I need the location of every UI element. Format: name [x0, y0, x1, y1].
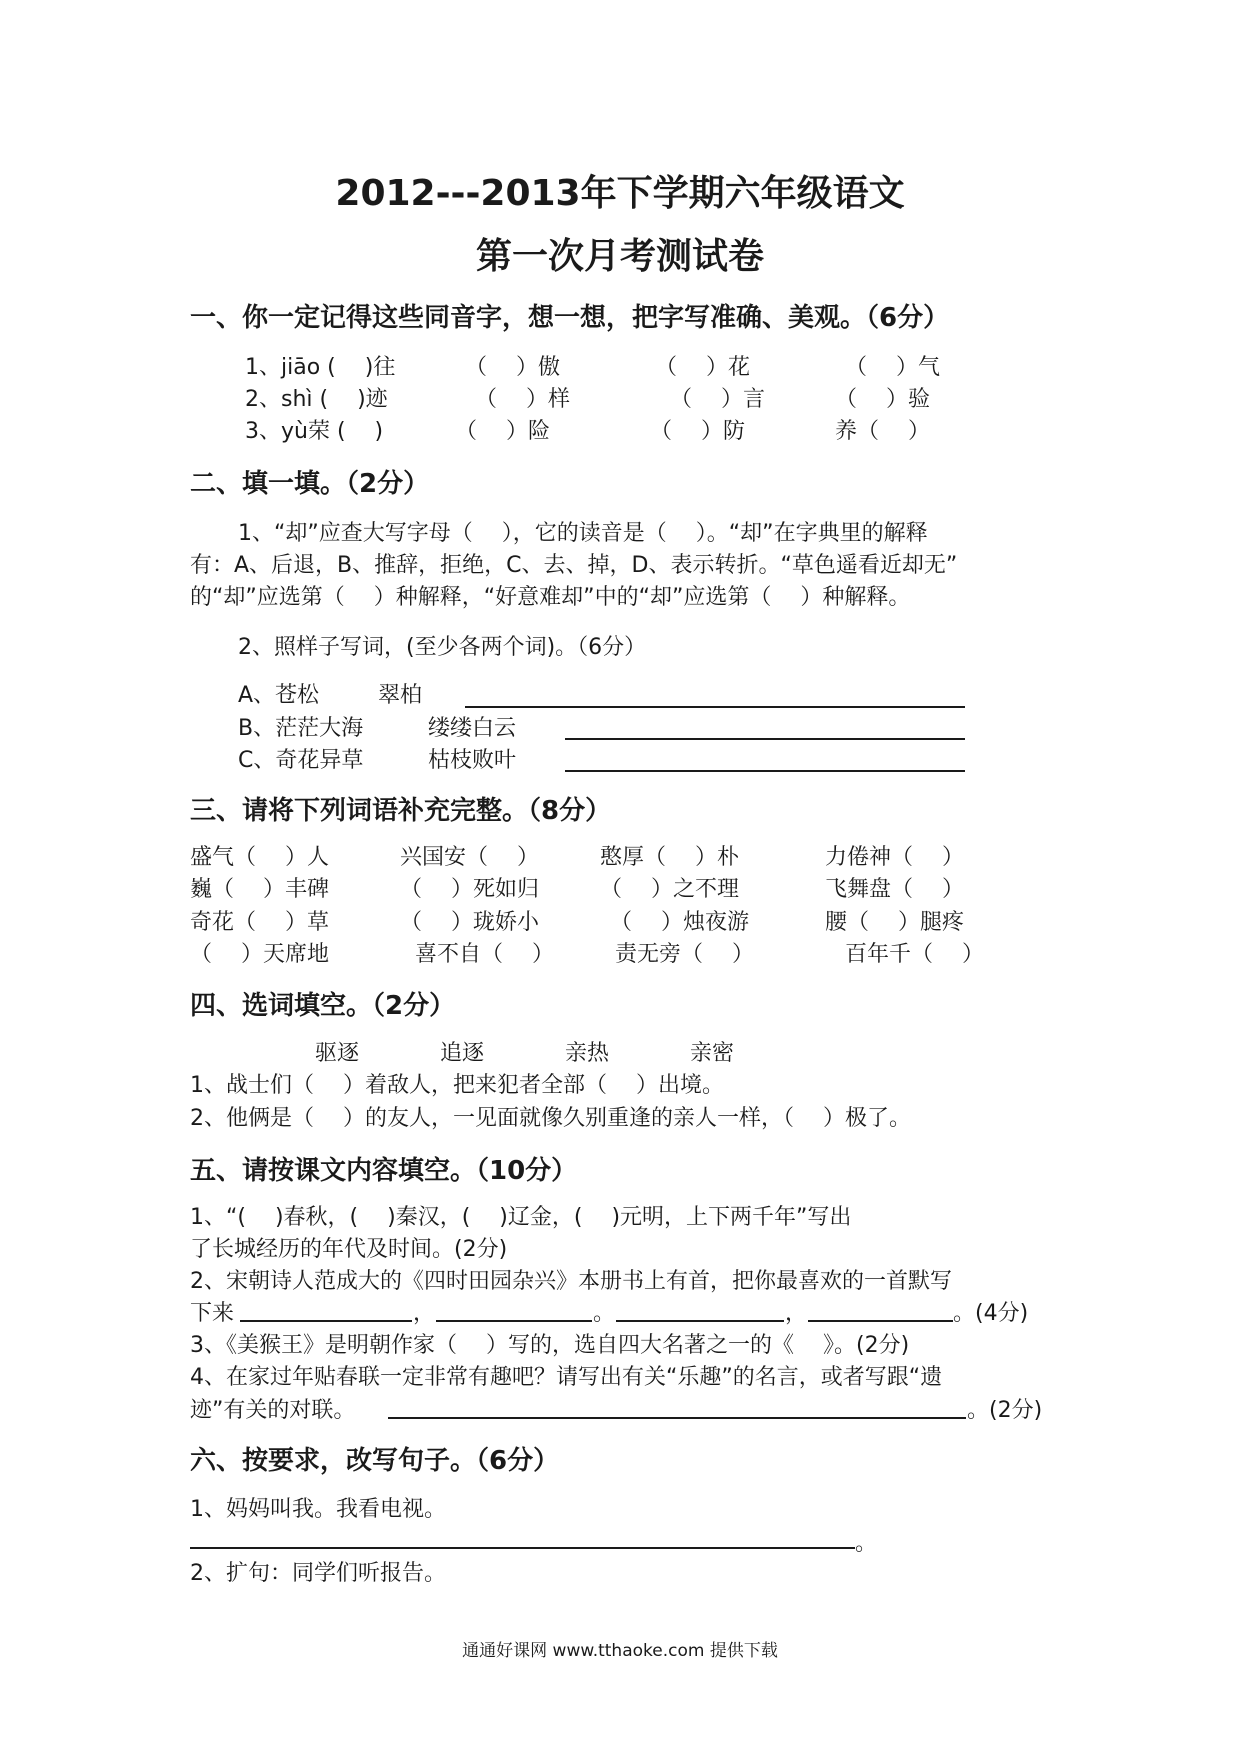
s3-idiom: 巍（ ）丰碑 [190, 877, 329, 902]
s3-idiom: 憨厚（ ）朴 [600, 845, 739, 870]
s1-item: （ ）险 [455, 419, 550, 444]
s4-word: 驱逐 [315, 1041, 360, 1066]
s2-word: 枯枝败叶 [428, 748, 517, 773]
s2-word: C、奇花异草 [238, 748, 364, 773]
s4-word: 追逐 [440, 1041, 485, 1066]
s3-idiom: 百年千（ ） [845, 942, 984, 967]
s3-idiom: （ ）死如归 [400, 877, 539, 902]
s5-q2-blank-3[interactable] [616, 1320, 784, 1322]
s2-word: A、苍松 [238, 683, 320, 708]
s5-q4-line-1: 4、在家过年贴春联一定非常有趣吧？请写出有关“乐趣”的名言，或者写跟“遗 [190, 1365, 943, 1390]
section-1-heading: 一、你一定记得这些同音字，想一想，把字写准确、美观。（6分） [190, 303, 950, 333]
section-5-heading: 五、请按课文内容填空。（10分） [190, 1156, 578, 1186]
s1-item: （ ）言 [670, 387, 765, 412]
s1-item: 养（ ） [835, 419, 930, 444]
s2-instruction: 2、照样子写词，(至少各两个词)。（6分） [238, 635, 647, 660]
s3-idiom: 喜不自（ ） [415, 942, 554, 967]
s5-q2-comma-2: ， [785, 1301, 808, 1326]
s1-item: （ ）验 [835, 387, 930, 412]
section-4-heading: 四、选词填空。（2分） [190, 991, 456, 1021]
s3-idiom: 腰（ ）腿疼 [825, 910, 964, 935]
section-2-heading: 二、填一填。（2分） [190, 469, 430, 499]
section-3-heading: 三、请将下列词语补充完整。（8分） [190, 796, 612, 826]
s6-q2: 2、扩句：同学们听报告。 [190, 1561, 446, 1586]
s4-line-1: 1、战士们（ ）着敌人，把来犯者全部（ ）出境。 [190, 1073, 724, 1098]
s5-q4-end: 。(2分) [967, 1398, 1043, 1423]
s2-answer-line-c[interactable] [565, 770, 965, 772]
s5-q2-end: 。(4分) [953, 1301, 1029, 1326]
s3-idiom: 飞舞盘（ ） [825, 877, 964, 902]
s1-item: （ ）防 [650, 419, 745, 444]
s2-answer-line-a[interactable] [465, 706, 965, 708]
s5-q3: 3、《美猴王》是明朝作家（ ）写的，选自四大名著之一的《 》。(2分) [190, 1333, 910, 1358]
s4-word: 亲热 [565, 1041, 610, 1066]
s3-idiom: 盛气（ ）人 [190, 845, 329, 870]
s5-q2-blank-2[interactable] [436, 1320, 592, 1322]
s6-q1-answer-line[interactable] [190, 1547, 855, 1549]
s1-item: 3、yù荣 ( ) [245, 419, 384, 444]
page-footer: 通通好课网 www.tthaoke.com 提供下载 [462, 1641, 778, 1661]
s5-q2-line-1: 2、宋朝诗人范成大的《四时田园杂兴》本册书上有首，把你最喜欢的一首默写 [190, 1269, 952, 1294]
s3-idiom: 奇花（ ）草 [190, 910, 329, 935]
s1-item: （ ）气 [845, 355, 940, 380]
s1-item: 1、jiāo ( )往 [245, 355, 396, 380]
s2-word: 翠柏 [378, 683, 423, 708]
section-6-heading: 六、按要求，改写句子。（6分） [190, 1446, 560, 1476]
s5-q2-period: 。 [593, 1301, 616, 1326]
s5-q2-comma-1: ， [413, 1301, 436, 1326]
s3-idiom: （ ）珑娇小 [400, 910, 539, 935]
s1-item: （ ）样 [475, 387, 570, 412]
s5-q2-blank-4[interactable] [808, 1320, 953, 1322]
s6-q1-end: 。 [855, 1531, 878, 1556]
s4-word: 亲密 [690, 1041, 735, 1066]
s2-word: B、茫茫大海 [238, 716, 364, 741]
s2-para-line-1: 1、“却”应查大写字母（ ），它的读音是（ ）。“却”在字典里的解释 [238, 521, 928, 546]
s5-q4-prefix: 迹”有关的对联。 [190, 1398, 356, 1423]
s2-word: 缕缕白云 [428, 716, 517, 741]
s1-item: （ ）傲 [465, 355, 560, 380]
s2-para-line-3: 的“却”应选第（ ）种解释，“好意难却”中的“却”应选第（ ）种解释。 [190, 585, 911, 610]
s5-q2-prefix: 下来 [190, 1301, 235, 1326]
s3-idiom: （ ）之不理 [600, 877, 739, 902]
s3-idiom: （ ）烛夜游 [610, 910, 749, 935]
s5-q2-blank-1[interactable] [240, 1320, 412, 1322]
s3-idiom: 兴国安（ ） [400, 845, 539, 870]
s2-answer-line-b[interactable] [565, 738, 965, 740]
s5-q4-blank[interactable] [388, 1417, 966, 1419]
s2-para-line-2: 有：A、后退，B、推辞，拒绝，C、去、掉，D、表示转折。“草色遥看近却无” [190, 553, 958, 578]
title-line-2: 第一次月考测试卷 [475, 236, 764, 277]
s3-idiom: （ ）天席地 [190, 942, 329, 967]
s3-idiom: 责无旁（ ） [615, 942, 754, 967]
s5-q1-line-2: 了长城经历的年代及时间。(2分) [190, 1237, 508, 1262]
s4-line-2: 2、他俩是（ ）的友人，一见面就像久别重逢的亲人一样，（ ）极了。 [190, 1106, 911, 1131]
title-line-1: 2012---2013年下学期六年级语文 [335, 173, 905, 214]
s1-item: 2、shì ( )迹 [245, 387, 388, 412]
s5-q1-line-1: 1、“( )春秋，( )秦汉，( )辽金，( )元明，上下两千年”写出 [190, 1205, 852, 1230]
s6-q1: 1、妈妈叫我。我看电视。 [190, 1497, 446, 1522]
s1-item: （ ）花 [655, 355, 750, 380]
s3-idiom: 力倦神（ ） [825, 845, 964, 870]
